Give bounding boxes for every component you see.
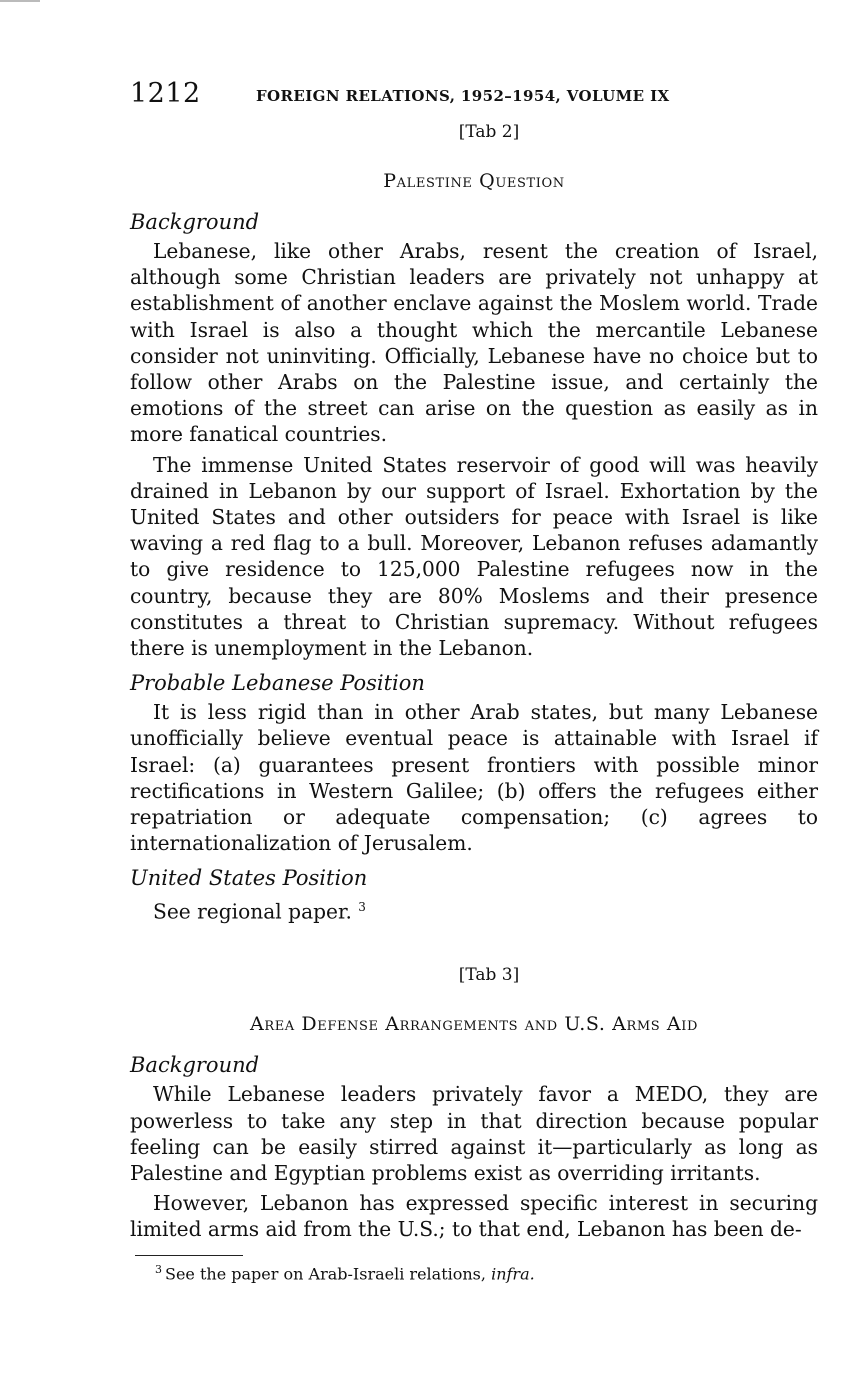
footnote-mark: 3 bbox=[155, 1263, 162, 1276]
footnote-reference: 3 bbox=[358, 900, 366, 915]
paragraph-with-footnote-ref bbox=[130, 894, 818, 925]
subsection-heading: Background bbox=[130, 210, 260, 234]
subsection-heading: Background bbox=[130, 1053, 260, 1078]
page-body bbox=[130, 118, 818, 1247]
scan-edge-mark bbox=[0, 0, 40, 2]
paragraph: The immense United States reservoir of good will was heavily drained in Lebanon by our support of Israel. Exhortation by the United States and other outsiders for peace with Israel is like waving a red flag to a bull. Moreover, Lebanon refuses adamantly to give residence to 125,000 Palestine refugees now in the country, because they are 80% Moslems and their presence constitutes a threat to Christian supremacy. Without refugees there is unemployment in the Lebanon. bbox=[130, 452, 818, 661]
page-header bbox=[130, 78, 820, 114]
footnote-text: See the paper on Arab-Israeli relations, bbox=[165, 1264, 486, 1284]
section-title: Palestine Question bbox=[383, 170, 565, 192]
tab-label: [Tab 3] bbox=[458, 965, 520, 986]
paragraph: Lebanese, like other Arabs, resent the creation of Israel, although some Christian leaders are privately not unhappy at establishment of another enclave against the Moslem world. Trade with Israel is also a thought which the mercantile Lebanese consider not uninviting. Officially, Lebanese have no choice but to follow other Arabs on the Palestine issue, and certainly the emotions of the street can arise on the question as easily as in more fanatical countries. bbox=[130, 239, 818, 447]
paragraph: While Lebanese leaders privately favor a MEDO, they are powerless to take any step in that direction because popular feeling can be easily stirred against it—particularly as long as Palestine and Egyptian problems exist as overriding irritants. bbox=[130, 1082, 818, 1186]
paragraph: It is less rigid than in other Arab states, but many Lebanese unofficially believe eventual peace is attainable with Israel if Israel: (a) guarantees present frontiers with possible minor rectifications in Western Galilee; (b) offers the refugees either repatriation or adequate compensation; (c) agrees to internationalization of Jerusalem. bbox=[130, 700, 818, 856]
paragraph: However, Lebanon has expressed specific interest in securing limited arms aid from the U.S.; to that end, Lebanon has been de- bbox=[130, 1191, 818, 1242]
subsection-heading: United States Position bbox=[130, 866, 368, 891]
section-title: Area Defense Arrangements and U.S. Arms Aid bbox=[250, 1013, 698, 1036]
tab-label: [Tab 2] bbox=[458, 122, 520, 142]
subsection-heading: Probable Lebanese Position bbox=[130, 671, 425, 696]
paragraph-text: See regional paper. bbox=[153, 900, 352, 925]
running-head: FOREIGN RELATIONS, 1952–1954, VOLUME IX bbox=[256, 87, 670, 105]
footnote bbox=[155, 1263, 535, 1283]
page-number: 1212 bbox=[130, 78, 201, 109]
footnote-italic: infra. bbox=[491, 1264, 535, 1284]
footnote-rule bbox=[135, 1255, 243, 1256]
